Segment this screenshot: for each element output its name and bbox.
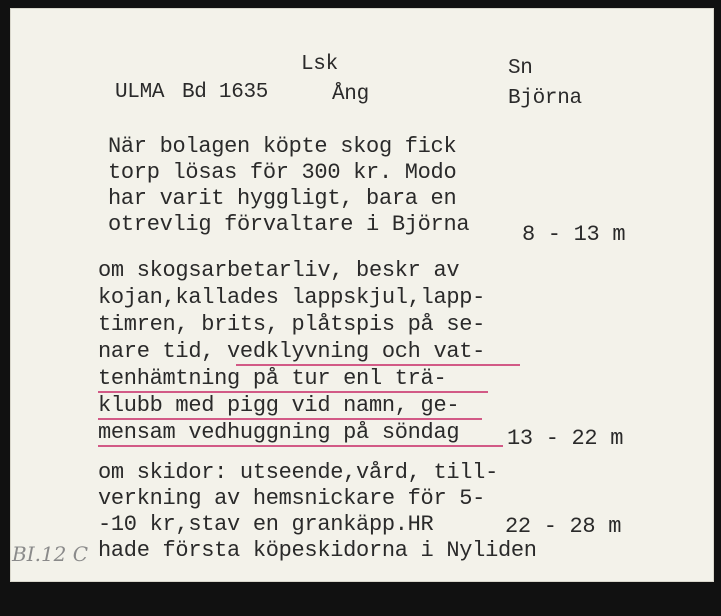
landskap-value: Ång	[332, 83, 369, 106]
underline-mark	[236, 364, 520, 366]
entry-3-text	[98, 460, 537, 616]
entry-line: kojan,kallades lappskjul,lapp-	[98, 285, 486, 310]
entry-1-pages: 8 - 13 m	[522, 222, 626, 247]
landskap-label: Lsk	[301, 53, 338, 76]
socken-label: Sn	[508, 57, 533, 80]
underline-mark	[98, 418, 482, 420]
entry-line: mensam vedhuggning på söndag	[98, 420, 460, 445]
entry-line: om skidor: utseende,vård, till-	[98, 460, 498, 485]
entry-line: tenhämtning på tur enl trä-	[98, 366, 447, 391]
entry-line: nare tid, vedklyvning och vat-	[98, 339, 486, 364]
index-card	[10, 8, 714, 582]
entry-2-pages: 13 - 22 m	[507, 426, 624, 451]
margin-note: BI.12 C	[12, 542, 89, 566]
volume-number: Bd 1635	[182, 81, 269, 104]
underline-mark	[98, 391, 488, 393]
underline-mark	[98, 445, 503, 447]
entry-line: otrevlig förvaltare i Björna	[108, 212, 470, 237]
entry-line: timren, brits, plåtspis på se-	[98, 312, 486, 337]
entry-line: har varit hyggligt, bara en	[108, 186, 457, 211]
entry-line: torp lösas för 300 kr. Modo	[108, 160, 457, 185]
archive-code: ULMA	[115, 81, 165, 104]
entry-line: hade första köpeskidorna i Nyliden	[98, 538, 537, 563]
entry-line: verkning av hemsnickare för 5-	[98, 486, 486, 511]
socken-value: Björna	[508, 87, 582, 110]
entry-line: -10 kr,stav en grankäpp.HR	[98, 512, 434, 537]
entry-line: klubb med pigg vid namn, ge-	[98, 393, 460, 418]
entry-3-pages: 22 - 28 m	[505, 514, 622, 539]
entry-line: När bolagen köpte skog fick	[108, 134, 457, 159]
entry-line: om skogsarbetarliv, beskr av	[98, 258, 460, 283]
